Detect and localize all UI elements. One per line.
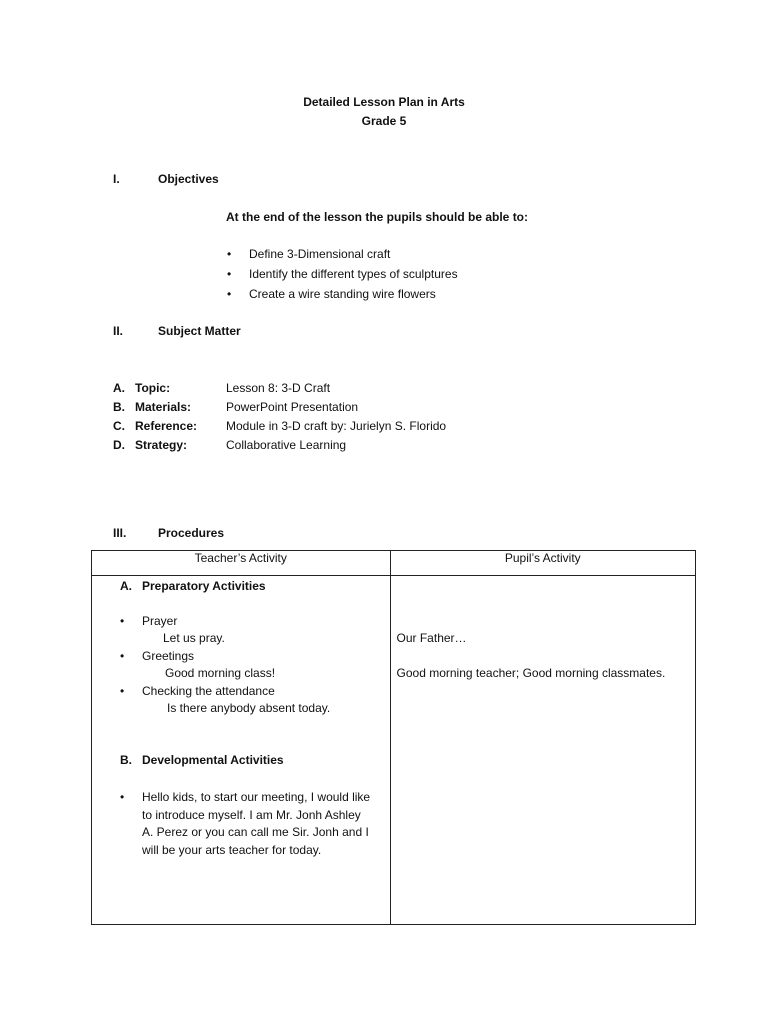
subject-letter: D. (113, 438, 125, 452)
subject-value: Module in 3-D craft by: Jurielyn S. Florido (226, 419, 447, 433)
table-header-row (92, 551, 696, 576)
section-heading-objectives: Objectives (158, 172, 219, 186)
column-header-teacher: Teacher’s Activity (92, 551, 391, 576)
subject-label: Strategy: (135, 438, 188, 452)
document-title: Detailed Lesson Plan in Arts (303, 95, 465, 109)
activity-item-label: • Greetings (142, 649, 194, 663)
objectives-intro: At the end of the lesson the pupils should be able to: (226, 210, 529, 224)
activity-item-label: • Checking the attendance (142, 684, 275, 698)
section-letter-b: B. (120, 753, 132, 767)
subject-label: Materials: (135, 400, 192, 414)
preparatory-heading: Preparatory Activities (142, 579, 266, 593)
teacher-introduction: • Hello kids, to start our meeting, I would like to introduce myself. I am Mr. Jonh Ashley A. Perez or you can call me Sir. Jonh and I will be your arts teacher for today. (142, 789, 372, 859)
objective-item: • Create a wire standing wire flowers (249, 287, 436, 301)
column-header-pupil: Pupil’s Activity (390, 551, 695, 576)
section-numeral-subject-matter: II. (113, 324, 124, 338)
subject-value: Collaborative Learning (226, 438, 347, 452)
subject-letter: C. (113, 419, 125, 433)
developmental-heading: Developmental Activities (142, 753, 284, 767)
section-numeral-procedures: III. (113, 526, 127, 540)
section-letter-a: A. (120, 579, 132, 593)
table-row (92, 576, 696, 925)
section-numeral-objectives: I. (113, 172, 120, 186)
pupil-response: Our Father… (396, 631, 467, 645)
grade-label: Grade 5 (361, 114, 407, 128)
subject-letter: B. (113, 400, 125, 414)
pupil-activity-cell (390, 576, 695, 925)
subject-label: Topic: (135, 381, 171, 395)
section-heading-procedures: Procedures (158, 526, 225, 540)
subject-value: PowerPoint Presentation (226, 400, 359, 414)
procedures-table (91, 550, 696, 925)
subject-label: Reference: (135, 419, 198, 433)
activity-item-line: Let us pray. (163, 631, 225, 645)
subject-letter: A. (113, 381, 125, 395)
objective-item: • Identify the different types of sculptures (249, 267, 458, 281)
teacher-activity-cell (92, 576, 391, 925)
objective-item: • Define 3-Dimensional craft (249, 247, 390, 261)
subject-value: Lesson 8: 3-D Craft (226, 381, 331, 395)
pupil-response: Good morning teacher; Good morning classmates. (396, 666, 666, 680)
activity-item-line: Good morning class! (165, 666, 276, 680)
section-heading-subject-matter: Subject Matter (158, 324, 241, 338)
activity-item-line: Is there anybody absent today. (167, 701, 331, 715)
activity-item-label: • Prayer (142, 614, 177, 628)
